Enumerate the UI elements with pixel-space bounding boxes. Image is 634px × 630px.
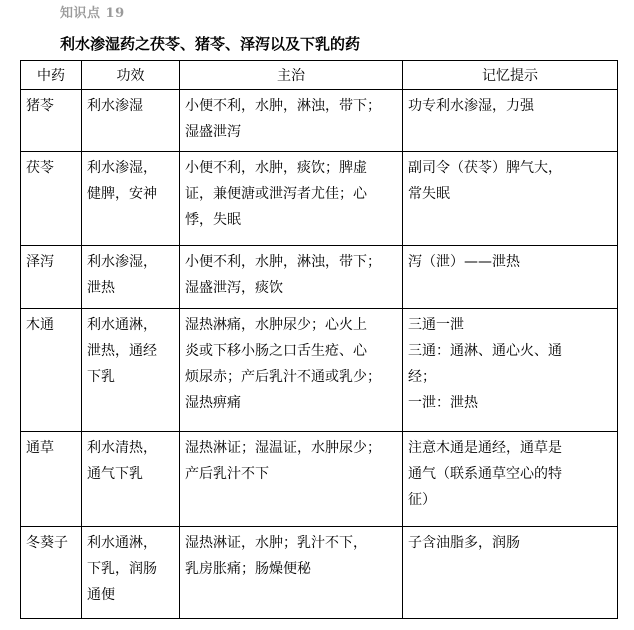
indication-line: 小便不利，水肿，淋浊，带下； [185, 254, 381, 270]
herb-name: 通草 [26, 440, 54, 456]
mnemonic-cell [403, 309, 618, 432]
mnemonic-line: 三通：通淋、通心火、通 [408, 343, 562, 359]
herb-name-cell [21, 309, 82, 432]
indication-cell [180, 432, 403, 527]
effect-line: 下乳，润肠 [87, 561, 157, 577]
mnemonic-cell [403, 527, 618, 619]
effect-cell [82, 90, 180, 152]
effect-line: 健脾，安神 [87, 186, 157, 202]
herb-table [20, 60, 618, 619]
effect-line: 泄热，通经 [87, 343, 157, 359]
mnemonic-line: 通气（联系通草空心的特 [408, 466, 562, 482]
effect-line: 利水通淋， [87, 317, 157, 333]
indication-line: 烦尿赤；产后乳汁不通或乳少； [185, 369, 381, 385]
effect-line: 通便 [87, 587, 115, 603]
mnemonic-line: 常失眠 [408, 186, 450, 202]
indication-cell [180, 90, 403, 152]
herb-name: 冬葵子 [26, 535, 68, 551]
effect-line: 泄热 [87, 280, 115, 296]
effect-line: 利水渗湿， [87, 254, 157, 270]
herb-name-cell [21, 90, 82, 152]
indication-line: 炎或下移小肠之口舌生疮、心 [185, 343, 367, 359]
header-effect: 功效 [82, 61, 180, 90]
herb-name-cell [21, 152, 82, 246]
indication-line: 湿热痹痛 [185, 395, 241, 411]
mnemonic-cell [403, 246, 618, 309]
effect-line: 利水渗湿， [87, 160, 157, 176]
indication-line: 悸，失眠 [185, 212, 241, 228]
effect-line: 通气下乳 [87, 466, 143, 482]
indication-cell [180, 246, 403, 309]
indication-line: 湿盛泄泻 [185, 124, 241, 140]
indication-line: 小便不利，水肿，痰饮；脾虚 [185, 160, 367, 176]
indication-cell [180, 309, 403, 432]
herb-name: 木通 [26, 317, 54, 333]
effect-line: 利水清热， [87, 440, 157, 456]
mnemonic-cell [403, 90, 618, 152]
herb-name: 猪苓 [26, 98, 54, 114]
indication-line: 湿盛泄泻，痰饮 [185, 280, 283, 296]
header-herb: 中药 [21, 61, 82, 90]
effect-cell [82, 246, 180, 309]
mnemonic-line: 一泄：泄热 [408, 395, 478, 411]
indication-cell [180, 527, 403, 619]
mnemonic-line: 注意木通是通经，通草是 [408, 440, 562, 456]
table-row [21, 152, 618, 246]
table-row [21, 246, 618, 309]
mnemonic-cell [403, 432, 618, 527]
effect-cell [82, 432, 180, 527]
herb-name-cell [21, 432, 82, 527]
document-title: 利水渗湿药之茯苓、猪苓、泽泻以及下乳的药 [60, 35, 361, 53]
indication-line: 乳房胀痛；肠燥便秘 [185, 561, 311, 577]
herb-name: 泽泻 [26, 254, 54, 270]
table-row [21, 527, 618, 619]
header-indication: 主治 [180, 61, 403, 90]
indication-cell [180, 152, 403, 246]
mnemonic-line: 泻（泄）——泄热 [408, 254, 520, 270]
indication-line: 湿热淋证；湿温证，水肿尿少； [185, 440, 381, 456]
indication-line: 小便不利，水肿，淋浊，带下； [185, 98, 381, 114]
herb-name-cell [21, 527, 82, 619]
table-row [21, 432, 618, 527]
effect-cell [82, 152, 180, 246]
effect-line: 利水渗湿 [87, 98, 143, 114]
effect-line: 利水通淋， [87, 535, 157, 551]
table-header-row [21, 61, 618, 90]
table-row [21, 90, 618, 152]
section-label: 知识点 19 [60, 6, 125, 21]
mnemonic-line: 三通一泄 [408, 317, 464, 333]
mnemonic-line: 副司令（茯苓）脾气大， [408, 160, 562, 176]
herb-name-cell [21, 246, 82, 309]
table-row [21, 309, 618, 432]
effect-cell [82, 309, 180, 432]
mnemonic-cell [403, 152, 618, 246]
indication-line: 湿热淋证，水肿；乳汁不下， [185, 535, 367, 551]
mnemonic-line: 功专利水渗湿，力强 [408, 98, 534, 114]
mnemonic-line: 征） [408, 492, 436, 508]
indication-line: 证，兼便溏或泄泻者尤佳；心 [185, 186, 367, 202]
mnemonic-line: 子含油脂多，润肠 [408, 535, 520, 551]
indication-line: 产后乳汁不下 [185, 466, 269, 482]
mnemonic-line: 经； [408, 369, 436, 385]
indication-line: 湿热淋痛，水肿尿少；心火上 [185, 317, 367, 333]
herb-name: 茯苓 [26, 160, 54, 176]
effect-cell [82, 527, 180, 619]
header-mnemonic: 记忆提示 [403, 61, 618, 90]
effect-line: 下乳 [87, 369, 115, 385]
